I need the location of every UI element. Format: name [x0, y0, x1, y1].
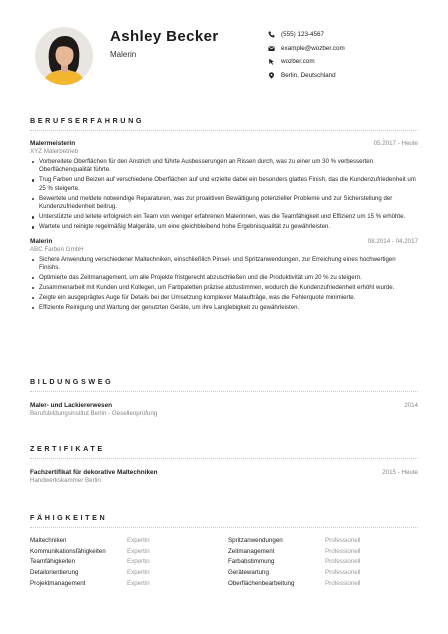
skill-name: Teamfähigkeiten — [30, 558, 76, 566]
certificate-date: 2015 - Heute — [382, 469, 418, 476]
envelope-icon — [268, 45, 275, 52]
skill-name: Oberflächenbearbeitung — [228, 579, 295, 587]
skill-level: Expertin — [127, 569, 150, 577]
skill-name: Spritzanwendungen — [228, 537, 283, 544]
resume-header — [0, 0, 448, 110]
job-bullet: Trug Farben und Beizen auf verschiedene Oberflächen auf und erzielte dabei ein besonders glattes Finish, das die Kundenzufriedenheit um 25 % steigerte. — [30, 176, 418, 193]
section-divider — [30, 458, 418, 459]
section-education — [30, 377, 418, 417]
contact-website-text[interactable]: wozber.com — [281, 58, 315, 66]
skill-level: Professionell — [325, 547, 361, 555]
job-bullet: Optimierte das Zeitmanagement, um alle Projekte fristgerecht abzuschließen und die Produktivität um 20 % zu steigern. — [30, 274, 418, 282]
skill-name: Maltechniken — [30, 537, 67, 544]
skill-name: Projektmanagement — [30, 579, 86, 587]
certificate-issuer: Handwerkskammer Berlin — [30, 477, 101, 484]
job-title: Malerin — [30, 237, 53, 245]
contact-location — [268, 69, 345, 83]
job-bullet: Zusammenarbeit mit Kunden und Kollegen, um Farbpaletten präzise abzustimmen, wodurch die Kundenzufriedenheit erhöht wurde. — [30, 284, 418, 292]
skill-level: Expertin — [127, 537, 150, 544]
job-title: Malermeisterin — [30, 140, 76, 147]
skill-name: Gerätewartung — [228, 569, 269, 577]
job-company: ABC Farben GmbH — [30, 245, 84, 253]
certificate-entry — [30, 469, 418, 484]
job-date: 08.2014 - 04.2017 — [367, 237, 418, 245]
education-date: 2014 — [404, 402, 418, 409]
contact-website — [268, 55, 345, 69]
skill-level: Professionell — [325, 579, 361, 587]
job-entry — [30, 238, 418, 313]
skill-level: Professionell — [325, 558, 361, 566]
contact-phone-text[interactable]: (555) 123-4567 — [281, 31, 325, 39]
job-bullets — [30, 256, 418, 313]
skill-level: Expertin — [127, 558, 150, 566]
section-divider — [30, 391, 418, 392]
skill-level: Professionell — [325, 537, 361, 544]
skill-name: Zeitmanagement — [228, 547, 275, 555]
job-entry — [30, 140, 418, 232]
phone-icon — [268, 31, 275, 38]
location-pin-icon — [268, 72, 275, 79]
job-bullet: Sichere Anwendung verschiedener Maltechniken, einschließlich Pinsel- und Spritzanwendungen, zur Erreichung eines hochwertigen Finishs. — [30, 256, 418, 273]
section-title-skills: FÄHIGKEITEN — [30, 513, 108, 522]
skill-name: Kommunikationsfähigkeiten — [30, 547, 106, 555]
section-experience — [30, 116, 418, 314]
section-title-education: BILDUNGSWEG — [30, 377, 114, 386]
skill-level: Professionell — [325, 569, 361, 577]
job-bullet: Vorbereitete Oberflächen für den Anstrich und führte Ausbesserungen an Rissen durch, was zu einer um 30 % verbesserten Oberflächenqualität führte. — [30, 158, 418, 175]
skills-grid — [30, 537, 418, 587]
skill-level: Expertin — [127, 547, 150, 555]
candidate-job-title: Malerin — [110, 50, 137, 59]
avatar — [35, 27, 93, 85]
job-bullets — [30, 158, 418, 232]
skill-name: Farbabstimmung — [228, 558, 275, 566]
portrait-image — [35, 27, 93, 85]
job-bullet: Bewertete und meldete notwendige Reparaturen, was zur proaktiven Bewältigung potenzieller Probleme und zur Sicherstellung der Kundenzufriedenheit beitrug. — [30, 195, 418, 212]
contact-location-text: Berlin, Deutschland — [281, 71, 336, 79]
contact-list — [268, 28, 345, 82]
section-divider — [30, 527, 418, 528]
contact-email — [268, 42, 345, 56]
job-bullet: Effiziente Reinigung und Wartung der genutzten Geräte, um ihre Langlebigkeit zu gewährleisten. — [30, 304, 418, 312]
job-company: XYZ Malerbetrieb — [30, 148, 79, 155]
section-divider — [30, 130, 418, 131]
section-certificates — [30, 444, 418, 484]
candidate-name: Ashley Becker — [110, 28, 219, 45]
section-title-experience: BERUFSERFAHRUNG — [30, 116, 145, 125]
section-title-certificates: ZERTIFIKATE — [30, 444, 105, 453]
link-icon — [268, 58, 275, 65]
education-entry — [30, 402, 418, 417]
job-bullet: Unterstützte und leitete erfolgreich ein Team von weniger erfahrenen Malerinnen, was die Teamfähigkeit und Effizienz um 15 % erhöhte. — [30, 213, 418, 221]
education-institution: Berufsbildungsinstitut Berlin - Gesellenprüfung — [30, 410, 158, 417]
section-skills — [30, 513, 418, 587]
job-date: 05.2017 - Heute — [373, 140, 418, 147]
skill-name: Detailorientierung — [30, 569, 79, 577]
education-title: Maler- und Lackiererwesen — [30, 402, 113, 409]
contact-email-text[interactable]: example@wozber.com — [281, 44, 345, 52]
job-bullet: Wartete und reinigte regelmäßig Malgeräte, um eine gleichbleibend hohe Ergebnisqualität zu gewährleisten. — [30, 223, 418, 231]
skill-level: Expertin — [127, 579, 150, 587]
contact-phone — [268, 28, 345, 42]
job-bullet: Zeigte ein ausgeprägtes Auge für Details bei der Umsetzung komplexer Malaufträge, was die Fehlerquote minimierte. — [30, 294, 418, 302]
certificate-title: Fachzertifikat für dekorative Maltechniken — [30, 469, 158, 476]
